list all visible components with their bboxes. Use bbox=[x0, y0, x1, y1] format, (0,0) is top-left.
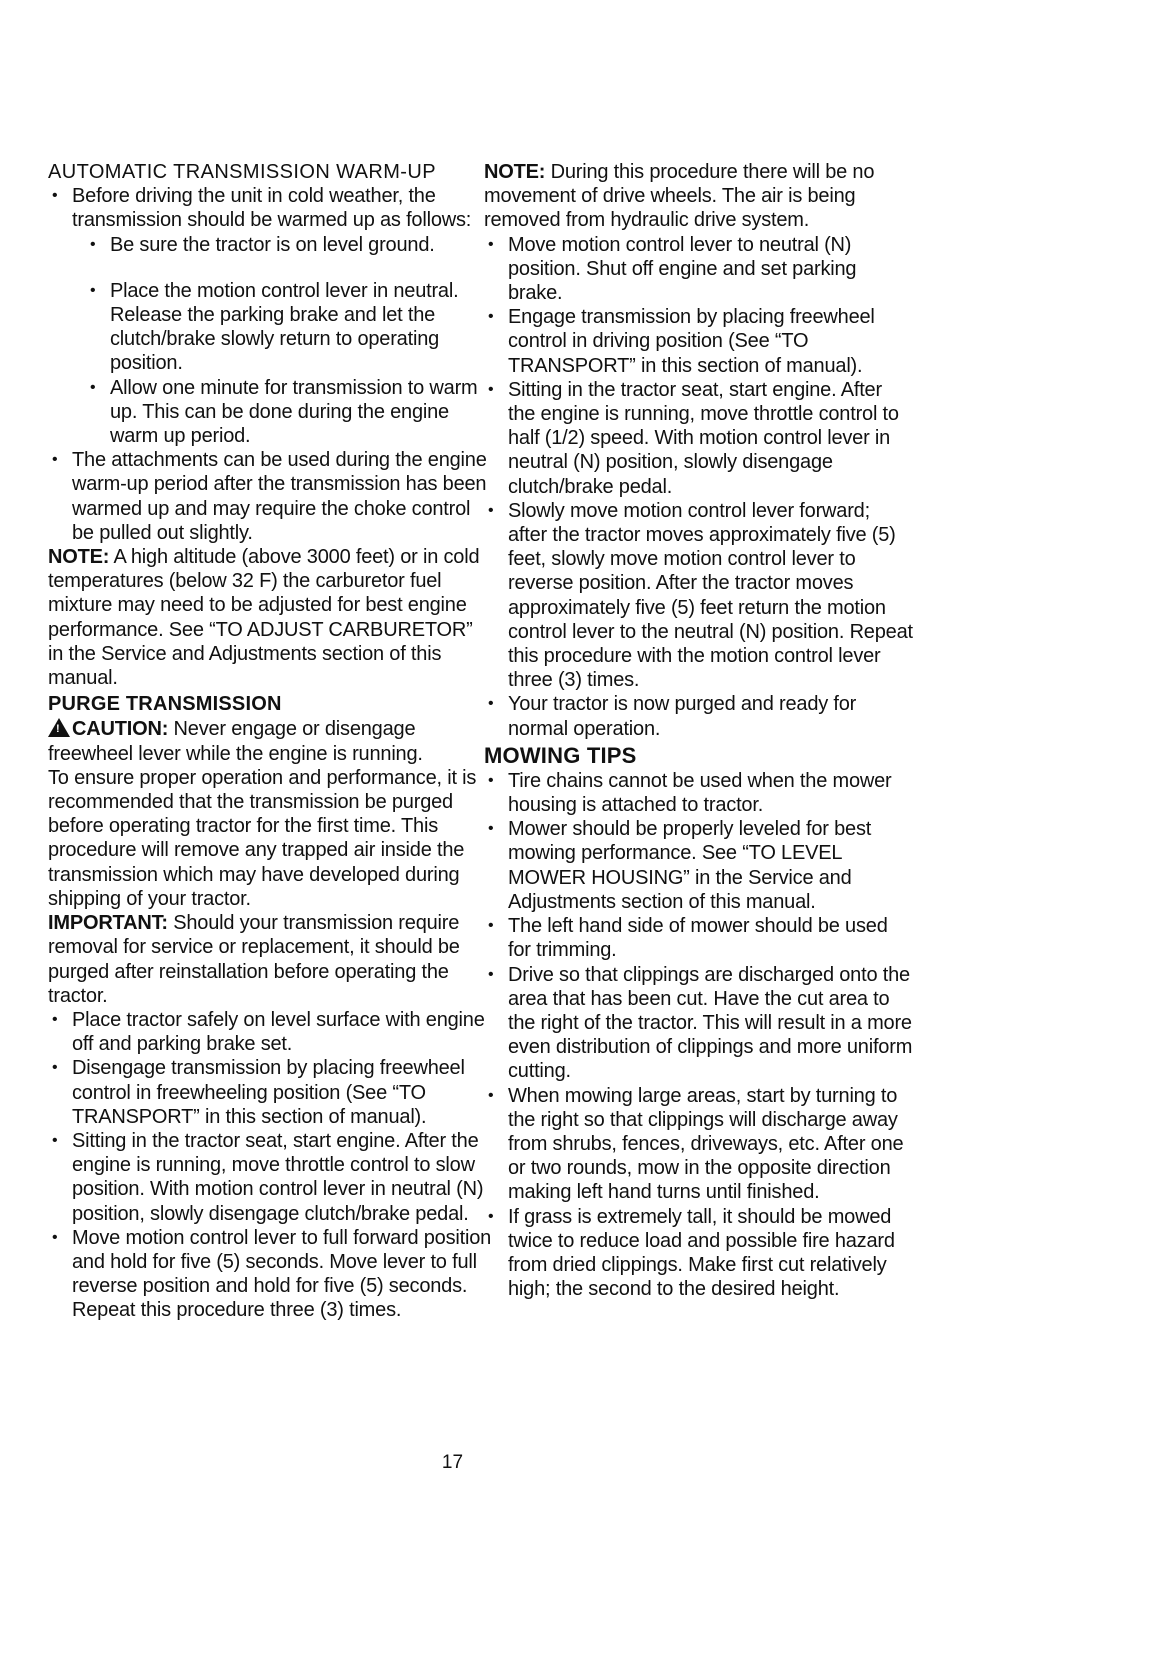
list-item: • Allow one minute for transmission to warm up. This can be done during the engine warm up period. bbox=[86, 376, 493, 449]
warmup-sub-list bbox=[72, 233, 493, 449]
note-paragraph bbox=[484, 160, 914, 233]
purge-heading: PURGE TRANSMISSION bbox=[48, 693, 282, 716]
list-item: • Sitting in the tractor seat, start engine. After the engine is running, move throttle control to slow position. With motion control lever in neutral (N) position, slowly disengage clutch/brake pedal. bbox=[48, 1129, 493, 1226]
mowing-tips-heading: MOWING TIPS bbox=[484, 742, 637, 768]
list-item bbox=[48, 184, 493, 448]
list-item: • Move motion control lever to neutral (N) position. Shut off engine and set parking brake. bbox=[484, 233, 914, 306]
page-number: 17 bbox=[441, 1452, 464, 1473]
list-item: • Place tractor safely on level surface with engine off and parking brake set. bbox=[48, 1008, 493, 1056]
note-text: A high altitude (above 3000 feet) or in cold temperatures (below 32 F) the carburetor fuel mixture may need to be adjusted for best engine performance. See “TO ADJUST CARBURETOR” in the Service and Adjustments section of this manual. bbox=[48, 546, 480, 690]
note-label: NOTE: bbox=[48, 546, 110, 569]
list-item: • Disengage transmission by placing freewheel control in freewheeling position (See “TO TRANSPORT” in this section of manual). bbox=[48, 1056, 493, 1129]
warmup-heading: AUTOMATIC TRANSMISSION WARM-UP bbox=[48, 161, 436, 183]
caution-paragraph bbox=[48, 716, 493, 765]
left-column bbox=[48, 160, 493, 1323]
list-item: • Your tractor is now purged and ready for normal operation. bbox=[484, 692, 914, 740]
purge-steps-continued-list bbox=[484, 233, 914, 741]
note-paragraph bbox=[48, 545, 493, 690]
list-item: • When mowing large areas, start by turning to the right so that clippings will discharge away from shrubs, fences, driveways, etc. After one or two rounds, mow in the opposite direction making left hand turns until finished. bbox=[484, 1084, 914, 1205]
list-item: • The attachments can be used during the engine warm-up period after the transmission has been warmed up and may require the choke control be pulled out slightly. bbox=[48, 448, 493, 545]
list-item: • Mower should be properly leveled for best mowing performance. See “TO LEVEL MOWER HOUSING” in the Service and Adjustments section of this manual. bbox=[484, 817, 914, 914]
list-item: • Move motion control lever to full forward position and hold for five (5) seconds. Move lever to full reverse position and hold for five (5) seconds. Repeat this procedure three (3) times. bbox=[48, 1226, 493, 1323]
purge-steps-list bbox=[48, 1008, 493, 1323]
important-label: IMPORTANT: bbox=[48, 912, 168, 935]
important-text: Should your transmission require removal for service or replacement, it should be purged after reinstallation before operating the tractor. bbox=[48, 912, 460, 1007]
list-item: • Place the motion control lever in neutral. Release the parking brake and let the clutch/brake slowly return to operating position. bbox=[86, 279, 493, 376]
warmup-list bbox=[48, 184, 493, 545]
list-item: • Drive so that clippings are discharged onto the area that has been cut. Have the cut area to the right of the tractor. This will result in a more even distribution of clippings and more uniform cutting. bbox=[484, 963, 914, 1084]
list-item: • Be sure the tractor is on level ground. bbox=[86, 233, 493, 257]
warning-triangle-icon: ! bbox=[48, 718, 70, 737]
list-item: • Slowly move motion control lever forward; after the tractor moves approximately five (5) feet, slowly move motion control lever to reverse position. After the tractor moves approximately five (5) feet return the motion control lever to the neutral (N) position. Repeat this procedure with the motion control lever three (3) times. bbox=[484, 499, 914, 693]
important-paragraph bbox=[48, 911, 493, 1008]
list-item: • If grass is extremely tall, it should be mowed twice to reduce load and possible fire hazard from dried clippings. Make first cut relatively high; the second to the desired height. bbox=[484, 1205, 914, 1302]
list-item: • The left hand side of mower should be used for trimming. bbox=[484, 914, 914, 962]
list-item: • Tire chains cannot be used when the mower housing is attached to tractor. bbox=[484, 769, 914, 817]
right-column bbox=[484, 160, 914, 1301]
note-label: NOTE: bbox=[484, 161, 546, 183]
caution-text: Never engage or disengage freewheel lever while the engine is running. bbox=[48, 718, 423, 765]
note-text: During this procedure there will be no movement of drive wheels. The air is being removed from hydraulic drive system. bbox=[484, 161, 875, 232]
warmup-intro: Before driving the unit in cold weather, the transmission should be warmed up as follows: bbox=[72, 185, 472, 232]
purge-paragraph: To ensure proper operation and performance, it is recommended that the transmission be purged before operating tractor for the first time. This procedure will remove any trapped air inside the transmission which may have developed during shipping of your tractor. bbox=[48, 766, 477, 910]
caution-label: CAUTION: bbox=[72, 718, 169, 741]
list-item: • Sitting in the tractor seat, start engine. After the engine is running, move throttle control to half (1/2) speed. With motion control lever in neutral (N) position, slowly disengage clutch/brake pedal. bbox=[484, 378, 914, 499]
list-item: • Engage transmission by placing freewheel control in driving position (See “TO TRANSPORT” in this section of manual). bbox=[484, 305, 914, 378]
mowing-tips-list bbox=[484, 769, 914, 1301]
